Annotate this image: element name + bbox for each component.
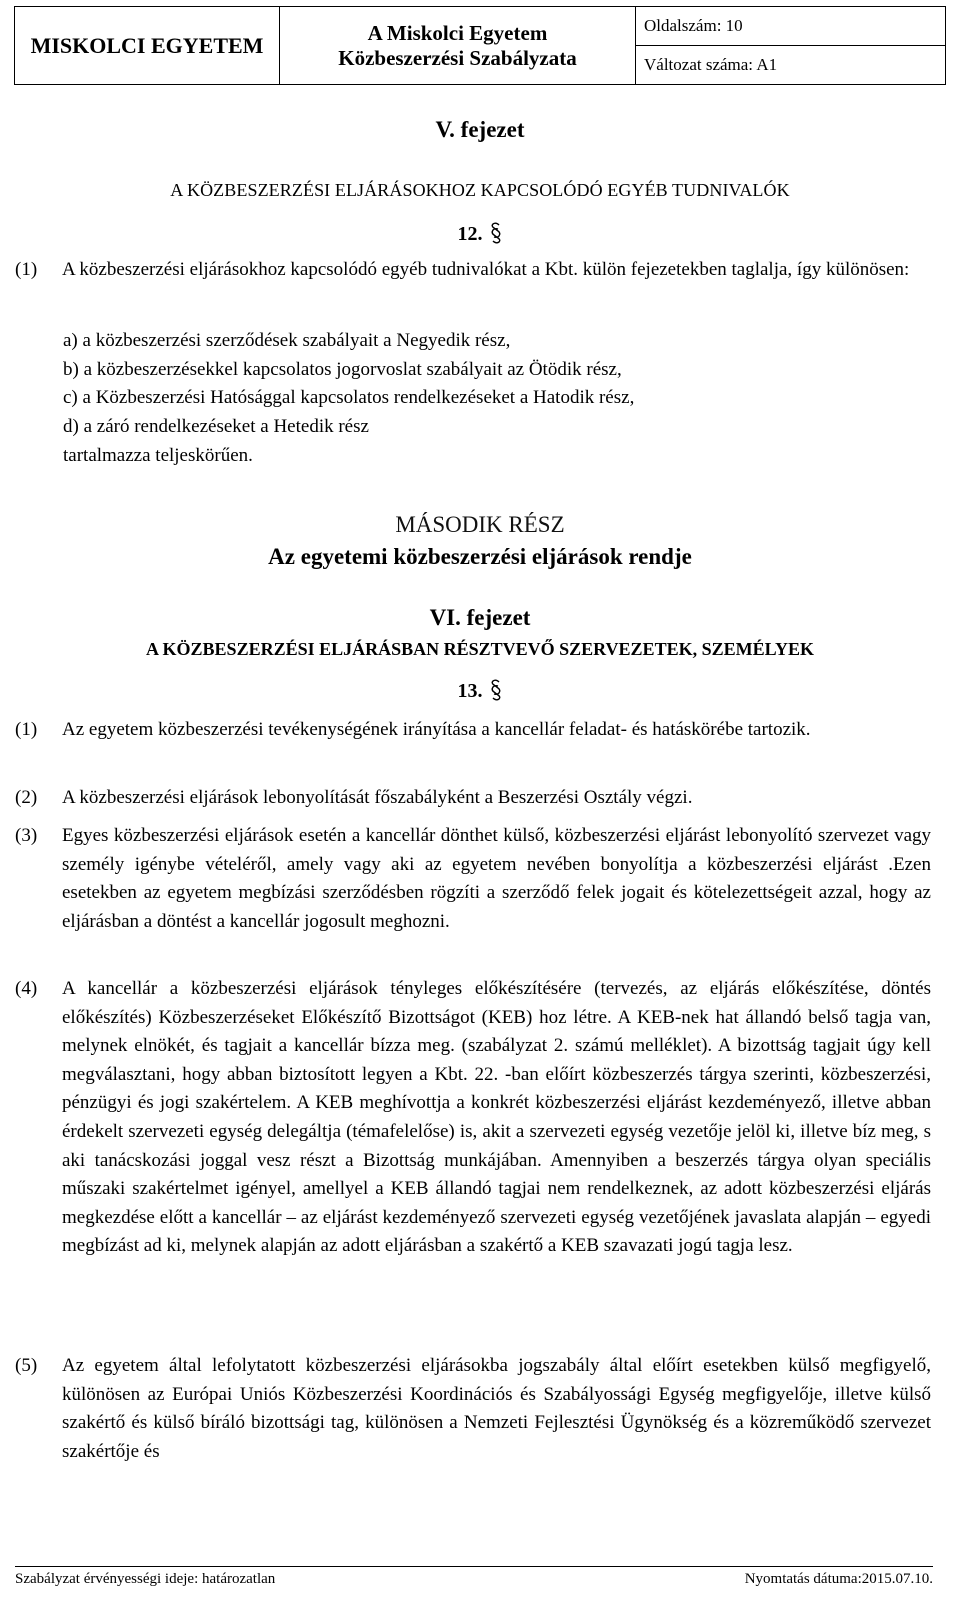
version-number: Változat száma: A1: [636, 46, 946, 85]
section-sign-icon: [489, 678, 503, 702]
list-item: b) a közbeszerzésekkel kapcsolatos jogorvoslat szabályait az Ötödik rész,: [63, 358, 622, 380]
paragraph-text: Az egyetem közbeszerzési tevékenységének irányítása a kancellár feladat- és hatáskörébe tartozik.: [62, 719, 811, 740]
validity-text: Szabályzat érvényességi ideje: határozatlan: [15, 1571, 276, 1587]
paragraph-text: A kancellár a közbeszerzési eljárások tényleges előkészítésére (tervezés, az eljárás előkészítése, döntés előkészítés) Közbeszerzéseket Előkészítő Bizottságot (KEB) hoz létre. A KEB-nek hat állandó belső tagja van, melynek elnökét, és tagjait a kancellár bízza meg. (szabályzat 2. számú melléklet). A bizottság tagjait úgy kell megválasztani, hogy abban biztosított legyen a Kbt. 22. -ban előírt közbeszerzés tárgya szerinti, közbeszerzési, pénzügyi és jogi szakértelem. A KEB meghívottja a konkrét közbeszerzési eljárást kezdeményező, illetve abban érdekelt szervezeti egység delegáltja (témafelelőse) is, akit a szervezeti egység vezetője jelöl ki, illetve bíz meg, s aki tanácskozási joggal vesz részt a Bizottság munkájában. Amennyiben a beszerzés tárgya olyan speciális műszaki szakértelmet igényel, amellyel a KEB állandó tagjai nem rendelkeznek, az adott közbeszerzési eljárás megkezdése előtt a kancellár – az eljárást kezdeményező szervezeti egység vezetőjének javaslata alapján – egyedi megbízást ad ki, melynek alapján az adott eljárásban a szakértő a KEB szavazati jogú tagja lesz.: [62, 978, 931, 1257]
paragraph: [15, 975, 931, 1261]
paragraph-number: (4): [15, 978, 38, 999]
document-title-line2: Közbeszerzési Szabályzata: [338, 45, 577, 70]
print-date: Nyomtatás dátuma:2015.07.10.: [744, 1571, 933, 1587]
paragraph: [15, 256, 931, 285]
paragraph: [15, 784, 931, 813]
document-title-line1: A Miskolci Egyetem: [367, 20, 548, 45]
paragraph-text: A közbeszerzési eljárásokhoz kapcsolódó egyéb tudnivalókat a Kbt. külön fejezetekben taglalja, így különösen:: [62, 259, 910, 280]
paragraph: [15, 822, 931, 936]
part-subtitle: Az egyetemi közbeszerzési eljárások rendje: [268, 544, 692, 569]
section-number: 12.: [457, 223, 483, 245]
section-heading: [0, 221, 960, 246]
section-number: 13.: [457, 680, 483, 702]
paragraph-number: (5): [15, 1355, 38, 1376]
document-title: [280, 7, 636, 85]
chapter-subtitle: A KÖZBESZERZÉSI ELJÁRÁSBAN RÉSZTVEVŐ SZERVEZETEK, SZEMÉLYEK: [146, 639, 814, 659]
document-footer: [15, 1566, 933, 1593]
paragraph-number: (3): [15, 825, 38, 846]
enumerated-list: [63, 327, 923, 441]
chapter-subtitle: A KÖZBESZERZÉSI ELJÁRÁSOKHOZ KAPCSOLÓDÓ EGYÉB TUDNIVALÓK: [170, 180, 790, 200]
paragraph-number: (2): [15, 787, 38, 808]
page-number: Oldalszám: 10: [636, 7, 946, 46]
paragraph-text: A közbeszerzési eljárások lebonyolítását főszabályként a Beszerzési Osztály végzi.: [62, 787, 693, 808]
chapter-title: V. fejezet: [435, 117, 525, 142]
part-title: MÁSODIK RÉSZ: [395, 512, 565, 537]
list-item: d) a záró rendelkezéseket a Hetedik rész: [63, 415, 369, 437]
list-item: c) a Közbeszerzési Hatósággal kapcsolatos rendelkezéseket a Hatodik rész,: [63, 387, 635, 409]
list-item: a) a közbeszerzési szerződések szabályait a Negyedik rész,: [63, 330, 511, 351]
paragraph-number: (1): [15, 719, 38, 740]
paragraph-text: Az egyetem által lefolytatott közbeszerzési eljárásokba jogszabály által előírt esetekben külső megfigyelő, különösen az Európai Uniós Közbeszerzési Koordinációs és Szabályossági Egység megfigyelője, illetve külső szakértő és külső bíráló bizottsági tag, különösen a Nemzeti Fejlesztési Ügynökség és a közreműködő szervezet szakértője és: [62, 1355, 931, 1462]
document-header: [14, 6, 946, 85]
list-closing-text: tartalmazza teljeskörűen.: [63, 445, 253, 466]
paragraph-text: Egyes közbeszerzési eljárások esetén a kancellár dönthet külső, közbeszerzési eljárást lebonyolító szervezet vagy személy igénybe vételéről, amely vagy aki az egyetem nevében bonyolítja a közbeszerzési eljárást .Ezen esetekben az egyetem megbízási szerződésben rögzíti a szerződő felek jogait és kötelezettségeit azzal, hogy az eljárásban a döntést a kancellár jogosult meghozni.: [62, 825, 931, 932]
section-heading: [0, 678, 960, 703]
paragraph-number: (1): [15, 259, 38, 280]
chapter-title: VI. fejezet: [429, 605, 531, 630]
paragraph: [15, 1352, 931, 1466]
section-sign-icon: [489, 221, 503, 245]
university-name: MISKOLCI EGYETEM: [15, 7, 280, 85]
paragraph: [15, 716, 931, 745]
